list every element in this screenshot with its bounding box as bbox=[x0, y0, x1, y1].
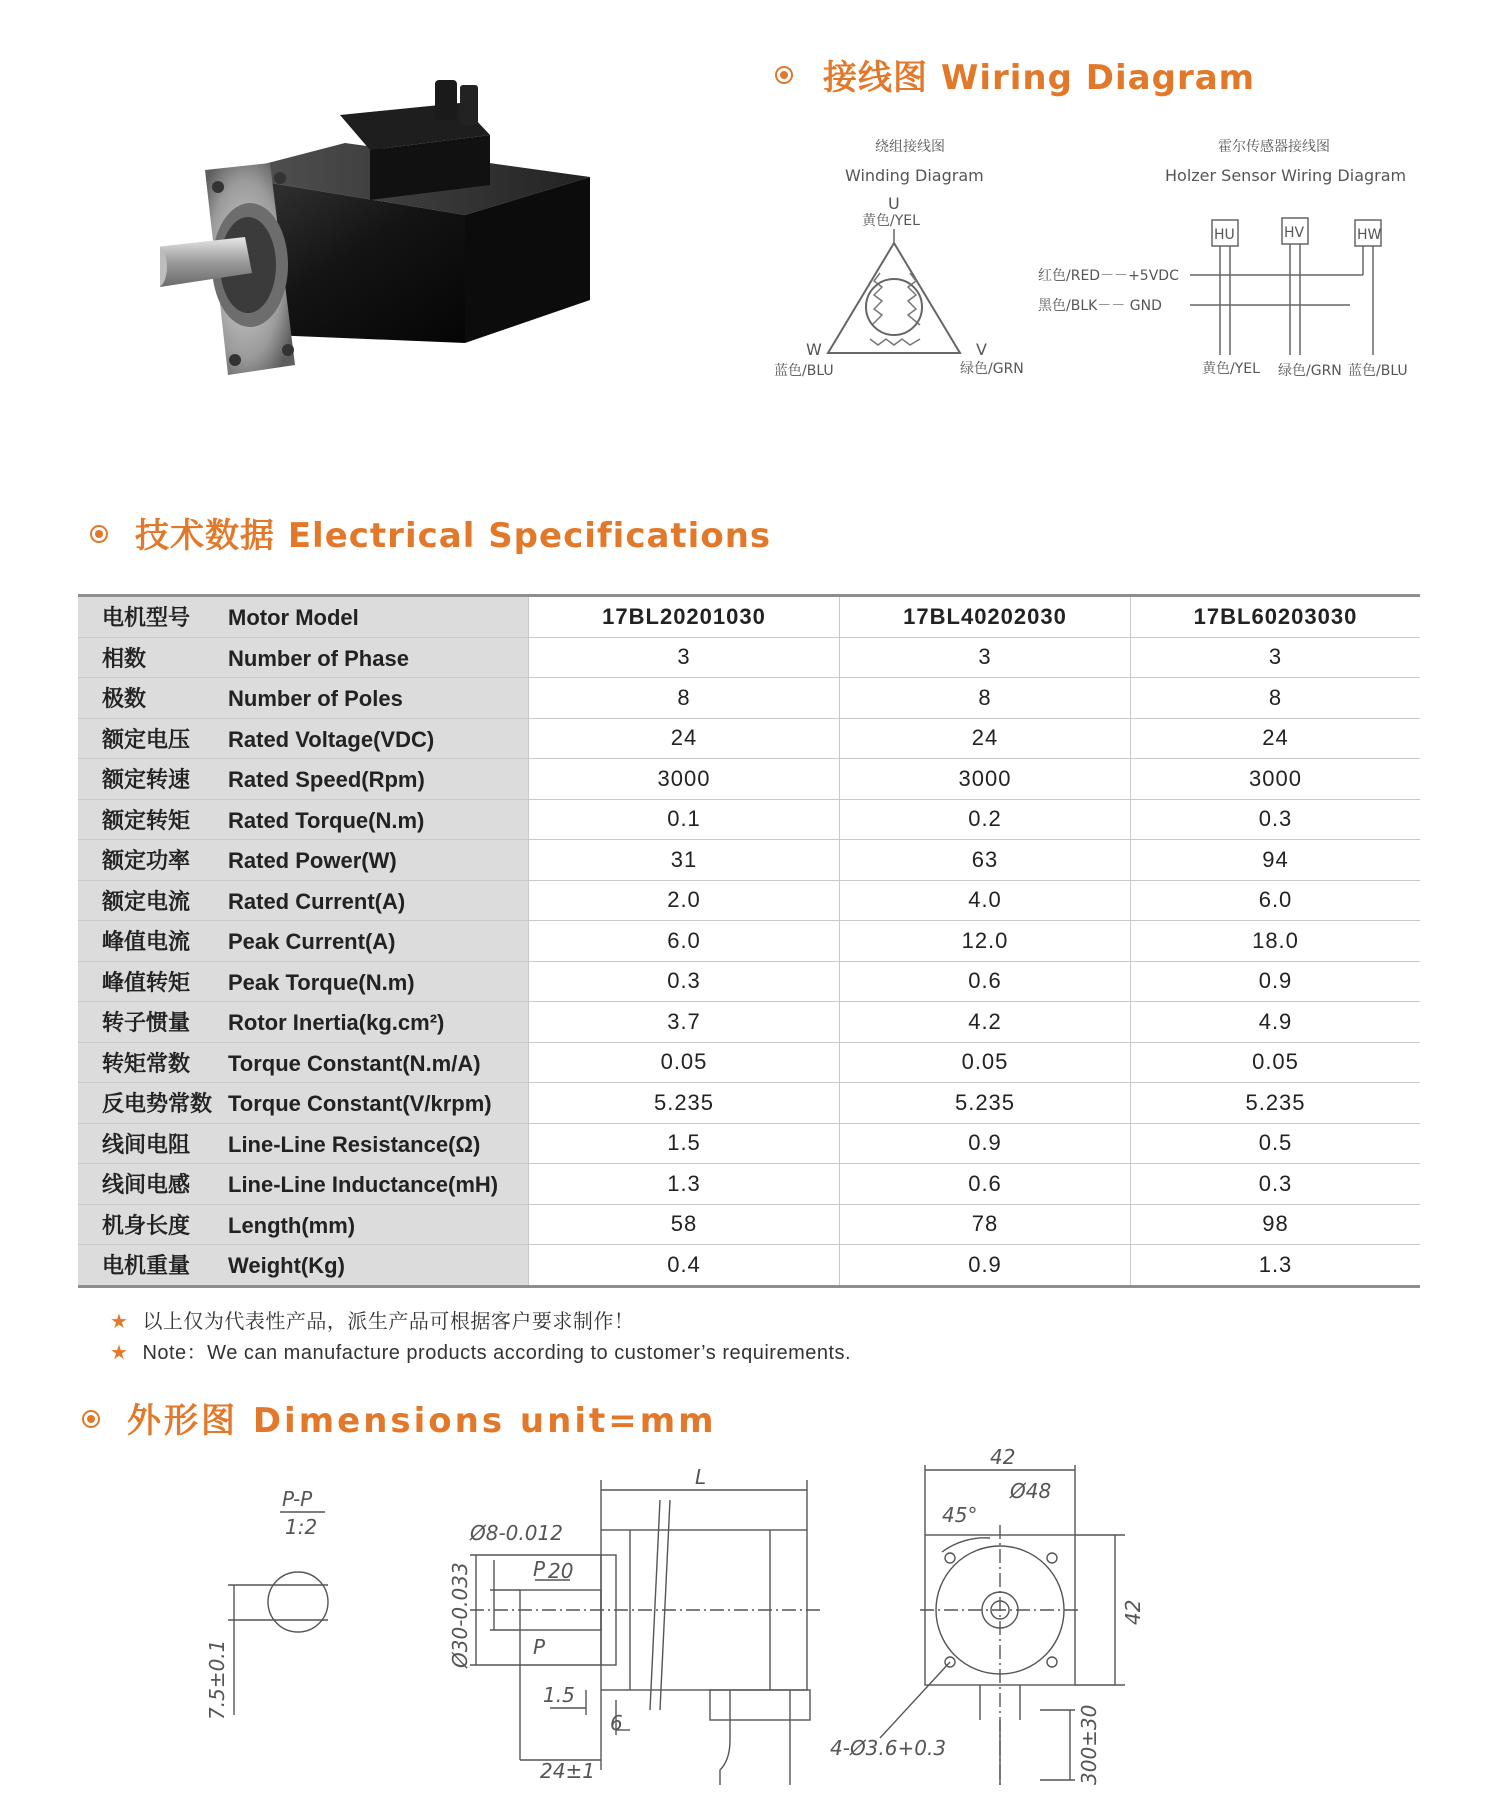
cell: 98 bbox=[1131, 1204, 1421, 1245]
cell: 8 bbox=[1131, 678, 1421, 719]
cell: 6.0 bbox=[1131, 880, 1421, 921]
header-cn: 电机型号 bbox=[102, 605, 191, 631]
specs-table bbox=[78, 594, 1420, 1288]
cell: 4.0 bbox=[840, 880, 1131, 921]
header-en: Motor Model bbox=[228, 605, 359, 631]
cell: 24 bbox=[1131, 718, 1421, 759]
dim-lead-label: 300±30 bbox=[1077, 1704, 1101, 1785]
model-3: 17BL60203030 bbox=[1131, 596, 1421, 638]
specs-title: 技术数据 Electrical Specifications bbox=[135, 516, 772, 556]
dim-pbot-label: P bbox=[533, 1635, 546, 1659]
cell: 3000 bbox=[840, 759, 1131, 800]
table-row bbox=[78, 961, 1420, 1002]
star-icon: ★ bbox=[110, 1342, 129, 1364]
row-cn: 额定功率 bbox=[102, 848, 191, 874]
table-row bbox=[78, 718, 1420, 759]
dim-w42-label: 42 bbox=[990, 1445, 1016, 1469]
row-en: Rated Power(W) bbox=[228, 848, 397, 874]
cell: 2.0 bbox=[529, 880, 840, 921]
hall-blk-label: 黑色/BLK－－ GND bbox=[1038, 298, 1162, 314]
winding-triangle bbox=[828, 243, 960, 353]
cell: 1.3 bbox=[529, 1164, 840, 1205]
dim-ratio-label: 1:2 bbox=[285, 1515, 318, 1539]
table-row bbox=[78, 637, 1420, 678]
cell: 24 bbox=[840, 718, 1131, 759]
dimension-drawing bbox=[190, 1440, 1350, 1790]
cell: 0.3 bbox=[1131, 1164, 1421, 1205]
row-cn: 峰值电流 bbox=[102, 929, 191, 955]
winding-grn-label: 绿色/GRN bbox=[960, 361, 1024, 377]
table-row bbox=[78, 840, 1420, 881]
row-en: Number of Poles bbox=[228, 686, 403, 712]
row-cn: 线间电阻 bbox=[102, 1131, 191, 1157]
cell: 1.3 bbox=[1131, 1245, 1421, 1287]
hall-red-label: 红色/RED－－+5VDC bbox=[1038, 268, 1179, 284]
cell: 8 bbox=[840, 678, 1131, 719]
row-en: Rated Speed(Rpm) bbox=[228, 767, 425, 793]
row-cn: 相数 bbox=[102, 645, 147, 671]
row-cn: 额定电压 bbox=[102, 726, 191, 752]
cell: 5.235 bbox=[840, 1083, 1131, 1124]
dim-len-label: L bbox=[695, 1465, 707, 1489]
cell: 1.5 bbox=[529, 1123, 840, 1164]
cell: 0.5 bbox=[1131, 1123, 1421, 1164]
table-row bbox=[78, 921, 1420, 962]
row-cn: 机身长度 bbox=[102, 1212, 191, 1238]
table-row bbox=[78, 1164, 1420, 1205]
cell: 0.9 bbox=[1131, 961, 1421, 1002]
cell: 3.7 bbox=[529, 1002, 840, 1043]
table-row bbox=[78, 880, 1420, 921]
dim-holes-label: 4-Ø3.6+0.3 bbox=[830, 1736, 947, 1760]
row-en: Torque Constant(N.m/A) bbox=[228, 1050, 481, 1076]
cell: 63 bbox=[840, 840, 1131, 881]
winding-u-label: U bbox=[888, 194, 900, 213]
row-cn: 反电势常数 bbox=[102, 1091, 213, 1117]
note-en: ★ Note：We can manufacture products according to customer’s requirements. bbox=[110, 1342, 852, 1364]
cell: 0.1 bbox=[529, 799, 840, 840]
cell: 3000 bbox=[1131, 759, 1421, 800]
row-cn: 转子惯量 bbox=[102, 1010, 191, 1036]
table-row bbox=[78, 1123, 1420, 1164]
row-cn: 转矩常数 bbox=[102, 1050, 191, 1076]
dim-pilot-label: Ø30-0.033 bbox=[448, 1562, 472, 1668]
table-row bbox=[78, 759, 1420, 800]
dim-6-label: 6 bbox=[610, 1711, 623, 1735]
cell: 5.235 bbox=[1131, 1083, 1421, 1124]
cell: 0.4 bbox=[529, 1245, 840, 1287]
wiring-bullet-icon bbox=[775, 66, 793, 84]
hall-title-cn: 霍尔传感器接线图 bbox=[1218, 139, 1330, 155]
dim-pp-label: P-P bbox=[282, 1487, 313, 1511]
note-cn: ★ 以上仅为代表性产品，派生产品可根据客户要求制作！ bbox=[110, 1311, 635, 1333]
table-header-row bbox=[78, 596, 1420, 638]
row-cn: 电机重量 bbox=[102, 1253, 191, 1279]
dim-h42-label: 42 bbox=[1121, 1599, 1145, 1625]
winding-blu-label: 蓝色/BLU bbox=[774, 363, 834, 379]
motor-photo bbox=[160, 75, 610, 405]
winding-yel-label: 黄色/YEL bbox=[862, 213, 920, 229]
cell: 78 bbox=[840, 1204, 1131, 1245]
row-en: Line-Line Inductance(mH) bbox=[228, 1172, 499, 1198]
row-en: Rotor Inertia(kg.cm²) bbox=[228, 1010, 445, 1036]
cell: 31 bbox=[529, 840, 840, 881]
row-en: Length(mm) bbox=[228, 1212, 356, 1238]
cell: 3 bbox=[1131, 637, 1421, 678]
row-en: Number of Phase bbox=[228, 645, 409, 671]
row-cn: 线间电感 bbox=[102, 1172, 191, 1198]
row-cn: 额定转矩 bbox=[102, 807, 191, 833]
cell: 3000 bbox=[529, 759, 840, 800]
model-2: 17BL40202030 bbox=[840, 596, 1131, 638]
cell: 0.2 bbox=[840, 799, 1131, 840]
dim-pcd-label: Ø48 bbox=[1010, 1479, 1052, 1503]
row-en: Peak Torque(N.m) bbox=[228, 969, 415, 995]
winding-v-label: V bbox=[976, 340, 987, 359]
cell: 0.3 bbox=[529, 961, 840, 1002]
dim-ptop-label: P bbox=[533, 1557, 546, 1581]
hall-title-en: Holzer Sensor Wiring Diagram bbox=[1165, 166, 1407, 185]
hall-hu-label: HU bbox=[1214, 227, 1235, 243]
dim-shaft-label: Ø8-0.012 bbox=[470, 1521, 563, 1545]
model-1: 17BL20201030 bbox=[529, 596, 840, 638]
row-cn: 额定电流 bbox=[102, 888, 191, 914]
row-en: Torque Constant(V/krpm) bbox=[228, 1091, 492, 1117]
cell: 94 bbox=[1131, 840, 1421, 881]
winding-w-label: W bbox=[806, 340, 822, 359]
cell: 12.0 bbox=[840, 921, 1131, 962]
cell: 0.9 bbox=[840, 1123, 1131, 1164]
wiring-diagram bbox=[770, 125, 1430, 400]
table-row bbox=[78, 1083, 1420, 1124]
wiring-title: 接线图 Wiring Diagram bbox=[823, 58, 1256, 98]
table-row bbox=[78, 1042, 1420, 1083]
dim-flat-label: 7.5±0.1 bbox=[205, 1639, 229, 1720]
cell: 8 bbox=[529, 678, 840, 719]
hall-grn-label: 绿色/GRN bbox=[1278, 363, 1342, 379]
dim-15-label: 1.5 bbox=[543, 1683, 575, 1707]
cell: 58 bbox=[529, 1204, 840, 1245]
row-cn: 峰值转矩 bbox=[102, 969, 191, 995]
cell: 0.6 bbox=[840, 961, 1131, 1002]
dim-24-label: 24±1 bbox=[540, 1759, 595, 1783]
table-row bbox=[78, 1245, 1420, 1287]
row-en: Rated Voltage(VDC) bbox=[228, 726, 435, 752]
dim-angle-label: 45° bbox=[942, 1503, 978, 1527]
hall-yel-label: 黄色/YEL bbox=[1202, 361, 1260, 377]
cell: 5.235 bbox=[529, 1083, 840, 1124]
cell: 24 bbox=[529, 718, 840, 759]
dim-key-label: 20 bbox=[548, 1559, 574, 1583]
table-row bbox=[78, 799, 1420, 840]
hall-hw-label: HW bbox=[1357, 227, 1382, 243]
row-cn: 极数 bbox=[102, 686, 147, 712]
row-en: Line-Line Resistance(Ω) bbox=[228, 1131, 481, 1157]
cell: 0.05 bbox=[840, 1042, 1131, 1083]
specs-bullet-icon bbox=[90, 525, 108, 543]
row-en: Peak Current(A) bbox=[228, 929, 396, 955]
row-en: Weight(Kg) bbox=[228, 1253, 345, 1279]
winding-title-en: Winding Diagram bbox=[845, 166, 984, 185]
cell: 0.9 bbox=[840, 1245, 1131, 1287]
cell: 18.0 bbox=[1131, 921, 1421, 962]
hall-hv-label: HV bbox=[1284, 225, 1305, 241]
cell: 0.6 bbox=[840, 1164, 1131, 1205]
dimensions-bullet-icon bbox=[82, 1410, 100, 1428]
cell: 0.05 bbox=[1131, 1042, 1421, 1083]
cell: 4.2 bbox=[840, 1002, 1131, 1043]
cell: 3 bbox=[529, 637, 840, 678]
row-en: Rated Torque(N.m) bbox=[228, 807, 425, 833]
table-row bbox=[78, 1002, 1420, 1043]
row-en: Rated Current(A) bbox=[228, 888, 406, 914]
cell: 0.3 bbox=[1131, 799, 1421, 840]
cell: 3 bbox=[840, 637, 1131, 678]
star-icon: ★ bbox=[110, 1311, 129, 1333]
cell: 0.05 bbox=[529, 1042, 840, 1083]
dimensions-title: 外形图 Dimensions unit=mm bbox=[127, 1401, 717, 1441]
cell: 4.9 bbox=[1131, 1002, 1421, 1043]
cell: 6.0 bbox=[529, 921, 840, 962]
winding-title-cn: 绕组接线图 bbox=[875, 139, 945, 155]
table-row bbox=[78, 678, 1420, 719]
row-cn: 额定转速 bbox=[102, 767, 191, 793]
hall-blu-label: 蓝色/BLU bbox=[1348, 363, 1408, 379]
table-row bbox=[78, 1204, 1420, 1245]
